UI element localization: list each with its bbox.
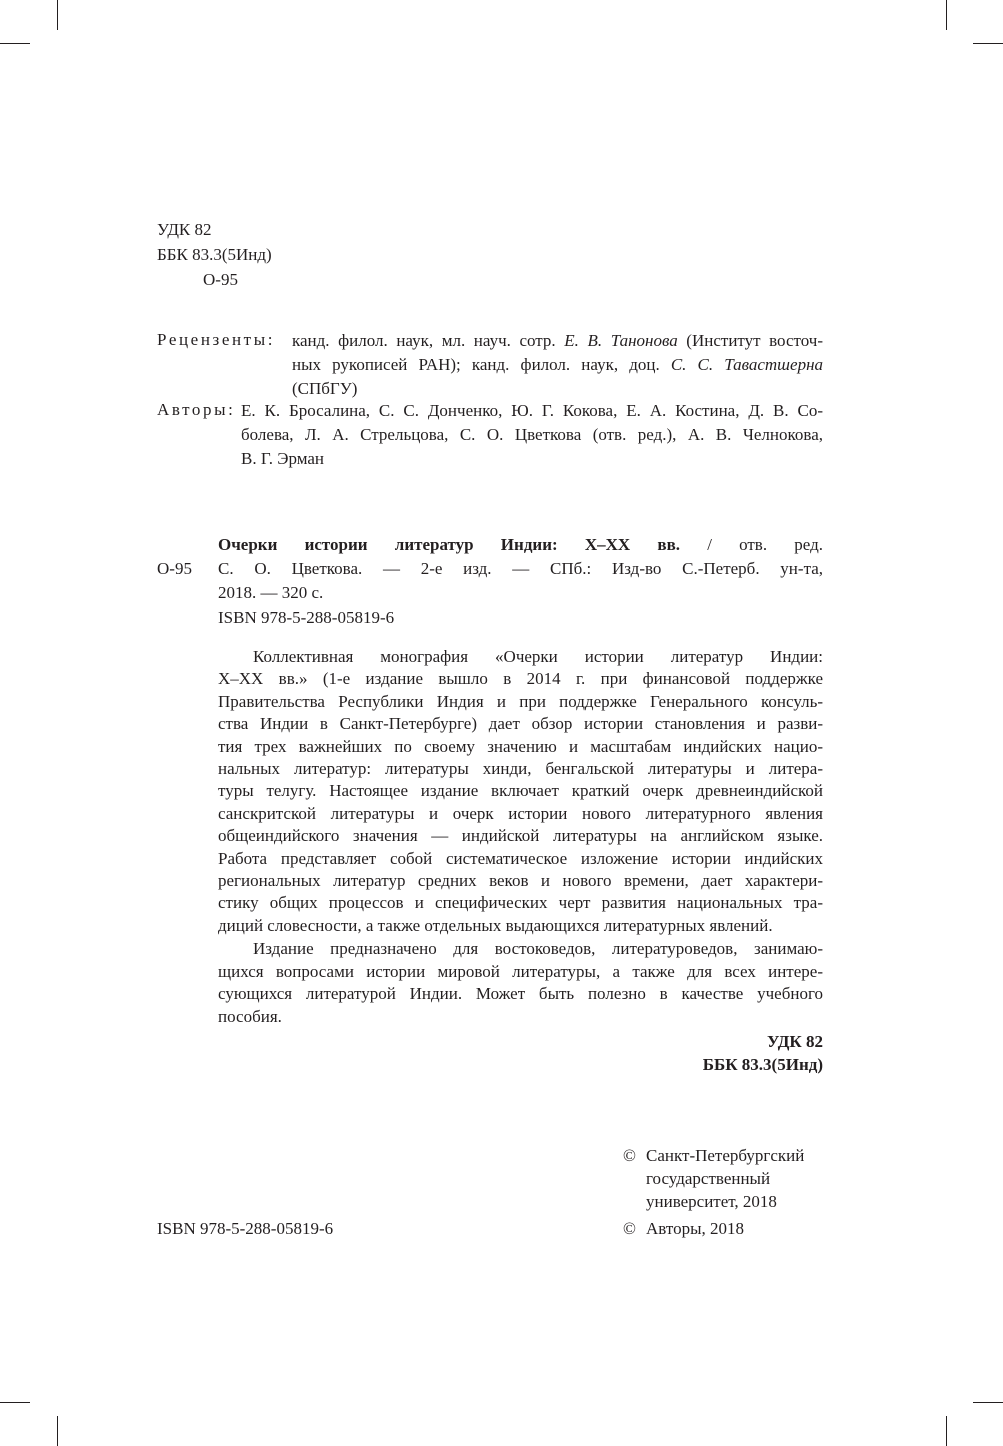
udk-code: УДК 82 xyxy=(157,220,212,239)
authors-line: болева, Л. А. Стрельцова, С. О. Цветкова (отв. ред.), А. В. Челнокова, xyxy=(241,425,823,444)
abstract-line: региональных литератур средних веков и нового времени, дает характери- xyxy=(218,871,823,890)
copyright-holder: государственный xyxy=(646,1169,771,1188)
reviewers-line: ных рукописей РАН); канд. филол. наук, доц. С. С. Тавастшерна xyxy=(292,355,823,374)
crop-mark xyxy=(946,1416,947,1446)
abstract-line: пособия. xyxy=(218,1006,282,1026)
abstract-line: общеиндийского значения — индийской литературы на английском языке. xyxy=(218,826,823,846)
book-title-line: Очерки истории литератур Индии: X–XX вв. / отв. ред. xyxy=(218,535,823,554)
abstract-line: Издание предназначено для востоковедов, литературоведов, занимаю- xyxy=(253,939,823,958)
copyright-symbol: © xyxy=(623,1219,636,1238)
abstract-line: тия трех важнейших по своему значению и масштабам индийских нацио- xyxy=(218,736,823,756)
reviewers-label: Рецензенты: xyxy=(157,330,276,349)
crop-mark xyxy=(57,0,58,30)
authors-label: Авторы: xyxy=(157,400,236,419)
bibliographic-line: 2018. — 320 с. xyxy=(218,583,324,602)
bbk-code: ББК 83.3(5Инд) xyxy=(157,245,272,264)
copyright-authors: Авторы, 2018 xyxy=(646,1219,745,1238)
abstract-line: сующихся литературой Индии. Может быть полезно в качестве учебного xyxy=(218,984,823,1004)
authors-line: Е. К. Бросалина, С. С. Донченко, Ю. Г. Кокова, Е. А. Костина, Д. В. Со- xyxy=(241,401,823,420)
reviewers-line: канд. филол. наук, мл. науч. сотр. Е. В. Танонова (Институт восточ- xyxy=(292,331,824,350)
abstract-line: нальных литератур: литературы хинди, бенгальской литературы и литера- xyxy=(218,759,823,778)
crop-mark xyxy=(57,1416,58,1446)
bibliographic-isbn: ISBN 978-5-288-05819-6 xyxy=(218,608,395,627)
crop-mark xyxy=(0,43,30,44)
bibliographic-line: С. О. Цветкова. — 2-е изд. — СПб.: Изд-во С.-Петерб. ун-та, xyxy=(218,559,823,578)
crop-mark xyxy=(973,1402,1003,1403)
crop-mark xyxy=(0,1402,30,1403)
index-udk: УДК 82 xyxy=(766,1032,823,1051)
bibliographic-sign: О-95 xyxy=(157,559,192,578)
abstract-line: ства Индии в Санкт-Петербурге) дает обзор истории становления и разви- xyxy=(218,714,823,734)
crop-mark xyxy=(973,43,1003,44)
abstract-line: санскритской литературы и очерк истории нового литературного явления xyxy=(218,803,823,823)
copyright-holder: Санкт-Петербургский xyxy=(646,1146,805,1165)
index-bbk: ББК 83.3(5Инд) xyxy=(702,1055,823,1074)
copyright-holder: университет, 2018 xyxy=(646,1192,777,1211)
abstract-line: диций словесности, а также отдельных выдающихся литературных явлений. xyxy=(218,915,773,935)
abstract-line: Работа представляет собой систематическое изложение истории индийских xyxy=(218,848,823,868)
abstract-line: стику общих процессов и специфических черт развития национальных тра- xyxy=(218,893,823,913)
author-sign: О-95 xyxy=(203,270,238,289)
abstract-line: щихся вопросами истории мировой литературы, а также для всех интере- xyxy=(218,961,823,981)
abstract-line: Правительства Республики Индия и при поддержке Генерального консуль- xyxy=(218,691,823,711)
reviewers-line: (СПбГУ) xyxy=(292,379,358,398)
abstract-line: Коллективная монография «Очерки истории литератур Индии: xyxy=(253,647,823,666)
copyright-symbol: © xyxy=(623,1146,636,1165)
crop-mark xyxy=(946,0,947,30)
footer-isbn: ISBN 978-5-288-05819-6 xyxy=(157,1219,334,1238)
abstract-line: X–XX вв.» (1-е издание вышло в 2014 г. при финансовой поддержке xyxy=(218,669,823,689)
abstract-line: туры телугу. Настоящее издание включает краткий очерк древнеиндийской xyxy=(218,781,823,801)
authors-line: В. Г. Эрман xyxy=(241,449,324,468)
